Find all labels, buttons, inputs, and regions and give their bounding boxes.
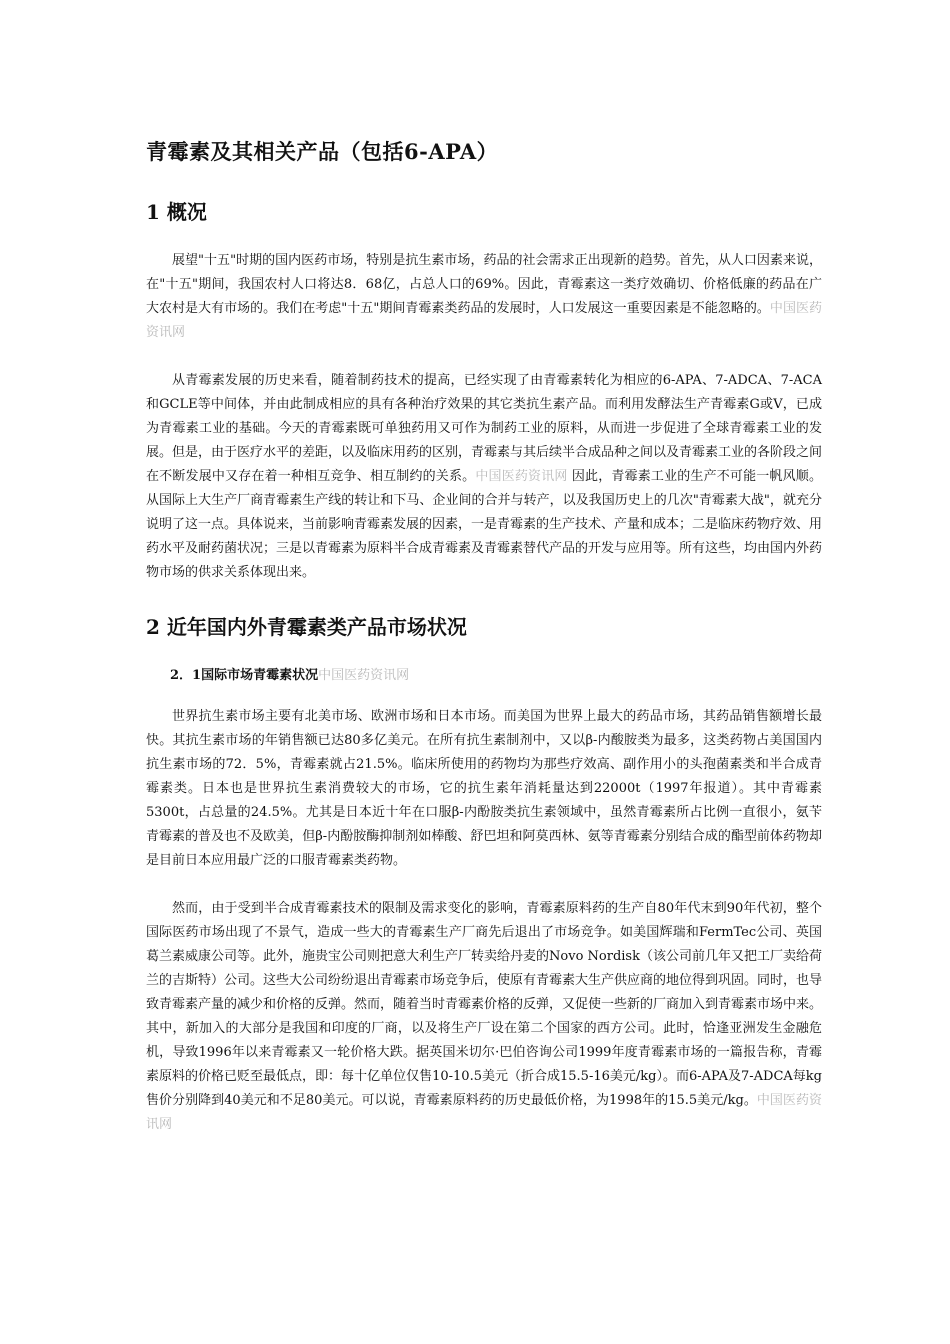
paragraph-text: 世界抗生素市场主要有北美市场、欧洲市场和日本市场。而美国为世界上最大的药品市场，其药品销售额增长最快。其抗生素市场的年销售额已达80多亿美元。在所有抗生素制剂中，又以β-内酸胺类为最多，这类药物占美国国内抗生素市场的72．5%，青霉素就占21.5%。临床所使用的药物均为那些疗效高、副作用小的头孢菌素类和半合成青霉素类。日本也是世界抗生素消费较大的市场，它的抗生素年消耗量达到22000t（1997年报道）。其中青霉素5300t，占总量的24.5%。尤其是日本近十年在口服β-内酚胺类抗生素领域中，虽然青霉素所占比例一直很小，氨苄青霉素的普及也不及欧美，但β-内酚胺酶抑制剂如棒酸、舒巴坦和阿莫西林、氨等青霉素分别结合成的酯型前体药物却是目前日本应用最广泛的口服青霉素类药物。 <box>146 709 822 868</box>
paragraph-text: 然而，由于受到半合成青霉素技术的限制及需求变化的影响，青霉素原料药的生产自80年代末到90年代初，整个国际医药市场出现了不景气，造成一些大的青霉素生产厂商先后退出了市场竞争。如美国辉瑞和FermTec公司、英国葛兰素威康公司等。此外，施贵宝公司则把意大利生产厂转卖给丹麦的Novo Nordisk（该公司前几年又把工厂卖给荷兰的吉斯特）公司。这些大公司纷纷退出青霉素市场竞争后，使原有青霉素大生产供应商的地位得到巩固。同时，也导致青霉素产量的减少和价格的反弹。然而，随着当时青霉素价格的反弹，又促使一些新的厂商加入到青霉素市场中来。其中，新加入的大部分是我国和印度的厂商，以及将生产厂设在第二个国家的西方公司。此时，恰逢亚洲发生金融危机，导致1996年以来青霉素又一轮价格大跌。据英国米切尔·巴伯咨询公司1999年度青霉素市场的一篇报告称，青霉素原料的价格已贬至最低点，即：每十亿单位仅售10-10.5美元（折合成15.5-16美元/kg）。而6-APA及7-ADCA每kg售价分别降到40美元和不足80美元。可以说，青霉素原料药的历史最低价格，为1998年的15.5美元/kg。 <box>146 901 823 1108</box>
document-title: 青霉素及其相关产品（包括6-APA） <box>146 139 499 164</box>
watermark-text: 中国医药资讯网 <box>318 668 410 683</box>
paragraph-population <box>146 249 822 345</box>
paragraph-text: 展望"十五"时期的国内医药市场，特别是抗生素市场，药品的社会需求正出现新的趋势。首先，从人口因素来说，在"十五"期间，我国农村人口将达8．68亿，占总人口的69%。因此，青霉素这一类疗效确切、价格低廉的药品在广大农村是大有市场的。我们在考虑"十五"期间青霉素类药品的发展时，人口发展这一重要因素是不能忽略的。 <box>146 253 822 316</box>
paragraph-text: 从青霉素发展的历史来看，随着制药技术的提高，已经实现了由青霉素转化为相应的6-APA、7-ADCA、7-ACA和GCLE等中间体，并由此制成相应的具有各种治疗效果的其它类抗生素产品。而利用发酵法生产青霉素G或V，已成为青霉素工业的基础。今天的青霉素既可单独药用又可作为制药工业的原料，从而进一步促进了全球青霉素工业的发展。但是，由于医疗水平的差距，以及临床用药的区别，青霉素与其后续半合成品种之间以及青霉素工业的各阶段之间在不断发展中又存在着一种相互竞争、相互制约的关系。 <box>146 373 823 484</box>
section-heading-market: 2 近年国内外青霉素类产品市场状况 <box>146 615 467 639</box>
watermark-text: 中国医药资讯网 <box>475 469 568 484</box>
section-heading-overview: 1 概况 <box>146 200 207 224</box>
paragraph-history <box>146 369 822 585</box>
paragraph-world-market <box>146 705 822 873</box>
paragraph-market-decline <box>146 897 822 1137</box>
watermark-text: 中国医药资讯网 <box>146 301 822 340</box>
watermark-text: 中国医药资讯网 <box>146 1093 822 1132</box>
subsection-label: 2．1国际市场青霉素状况 <box>170 668 319 683</box>
document-page <box>146 136 822 1161</box>
subsection-heading-international <box>170 664 822 683</box>
paragraph-text: 因此，青霉素工业的生产不可能一帆风顺。从国际上大生产厂商青霉素生产线的转让和下马、企业间的合并与转产，以及我国历史上的几次"青霉素大战"，就充分说明了这一点。具体说来，当前影响青霉素发展的因素，一是青霉素的生产技术、产量和成本；二是临床药物疗效、用药水平及耐药菌状况；三是以青霉素为原料半合成青霉素及青霉素替代产品的开发与应用等。所有这些，均由国内外药物市场的供求关系体现出来。 <box>146 469 823 580</box>
